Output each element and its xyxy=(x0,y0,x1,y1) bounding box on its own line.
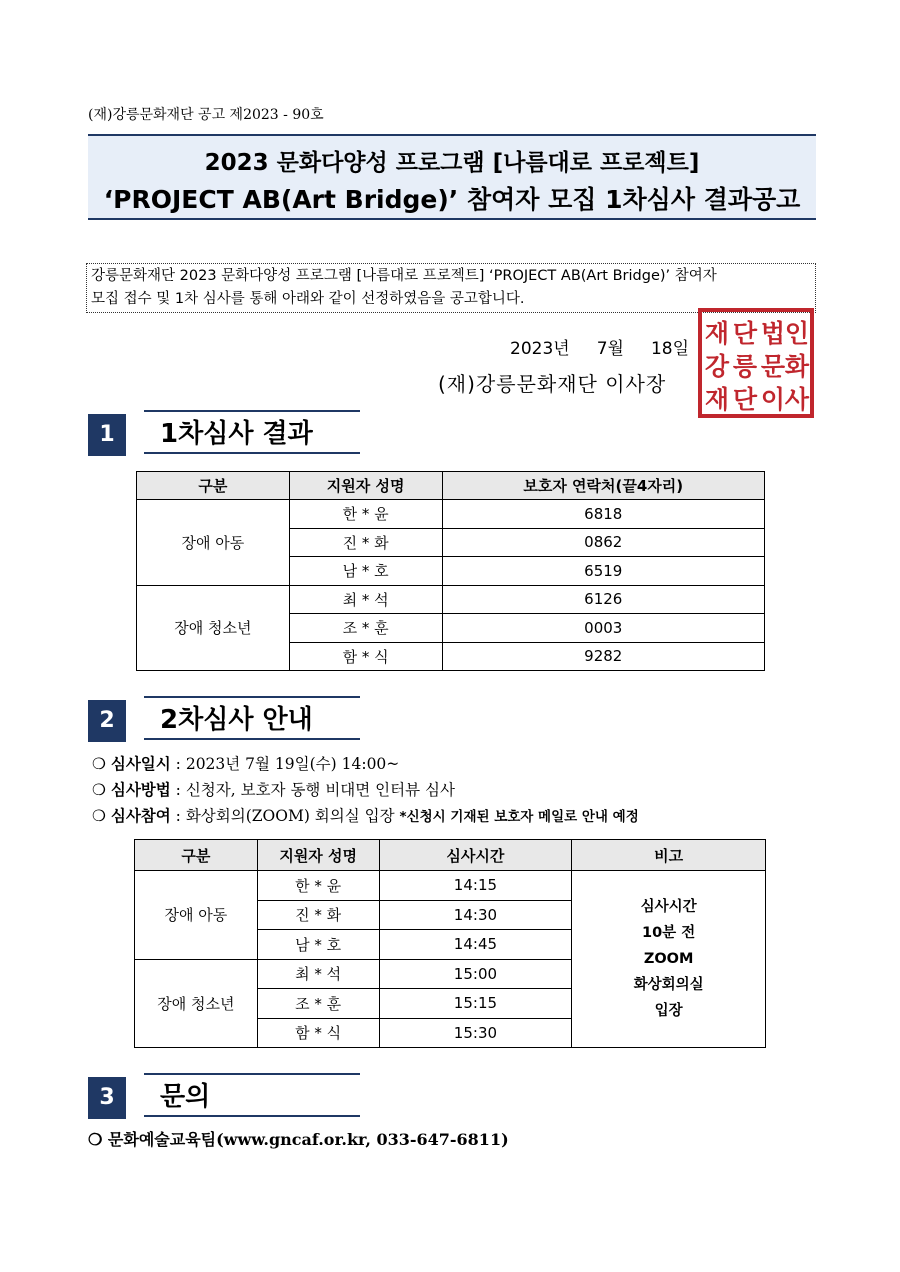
intro-box xyxy=(86,263,816,313)
remark-line: ZOOM xyxy=(643,951,694,967)
interview-time-cell: 15:15 xyxy=(379,989,572,1019)
applicant-name-cell: 함 * 식 xyxy=(257,1018,379,1048)
category-cell: 장애 아동 xyxy=(137,500,290,586)
review-info-list xyxy=(92,751,639,829)
section-2-number: 2 xyxy=(88,700,126,742)
col-header-category: 구분 xyxy=(137,472,290,500)
seal-glyph: 릉 xyxy=(732,352,758,381)
contact-info: ❍ 문화예술교육팀(www.gncaf.or.kr, 033-647-6811) xyxy=(88,1130,509,1149)
organization-name: (재)강릉문화재단 이사장 xyxy=(438,372,667,396)
table-row xyxy=(137,585,765,614)
applicant-name-cell: 한 * 윤 xyxy=(289,500,442,529)
seal-glyph: 사 xyxy=(784,385,810,414)
seal-glyph: 화 xyxy=(784,352,810,381)
interview-table xyxy=(134,839,766,1048)
applicant-name-cell: 남 * 호 xyxy=(257,930,379,960)
applicant-name-cell: 함 * 식 xyxy=(289,642,442,671)
category-cell: 장애 청소년 xyxy=(135,959,258,1048)
seal-glyph: 강 xyxy=(704,352,730,381)
title-line-2: ‘PROJECT AB(Art Bridge)’ 참여자 모집 1차심사 결과공고 xyxy=(103,185,801,214)
applicant-name-cell: 진 * 화 xyxy=(257,900,379,930)
seal-glyph: 재 xyxy=(704,385,730,414)
interview-time-cell: 15:00 xyxy=(379,959,572,989)
contact-cell: 6818 xyxy=(442,500,765,529)
participation-note: *신청시 기재된 보호자 메일로 안내 예정 xyxy=(399,809,639,825)
notice-number: (재)강릉문화재단 공고 제2023 - 90호 xyxy=(88,107,324,123)
applicant-name-cell: 조 * 훈 xyxy=(289,614,442,643)
col-header-remark: 비고 xyxy=(572,840,766,871)
interview-time-cell: 14:45 xyxy=(379,930,572,960)
seal-glyph: 단 xyxy=(732,385,758,414)
contact-cell: 6126 xyxy=(442,585,765,614)
applicant-name-cell: 진 * 화 xyxy=(289,528,442,557)
seal-glyph: 단 xyxy=(732,319,758,348)
seal-glyph: 문 xyxy=(760,352,786,381)
remark-line: 심사시간 xyxy=(640,899,697,915)
seal-glyph: 이 xyxy=(760,385,786,414)
contact-cell: 9282 xyxy=(442,642,765,671)
applicant-name-cell: 남 * 호 xyxy=(289,557,442,586)
applicant-name-cell: 한 * 윤 xyxy=(257,871,379,901)
col-header-category: 구분 xyxy=(135,840,258,871)
remark-line: 화상회의실 xyxy=(633,977,704,993)
remark-line: 입장 xyxy=(654,1003,683,1019)
col-header-time: 심사시간 xyxy=(379,840,572,871)
table-row xyxy=(137,500,765,529)
interview-time-cell: 14:15 xyxy=(379,871,572,901)
notice-date: 2023년 7월 18일 xyxy=(510,339,690,359)
title-line-1: 2023 문화다양성 프로그램 [나름대로 프로젝트] xyxy=(204,150,700,176)
section-3-number: 3 xyxy=(88,1077,126,1119)
applicant-name-cell: 최 * 석 xyxy=(257,959,379,989)
intro-line-1: 강릉문화재단 2023 문화다양성 프로그램 [나름대로 프로젝트] ‘PROJECT AB(Art Bridge)’ 참여자 xyxy=(91,268,717,284)
remark-line: 10분 전 xyxy=(642,925,696,941)
seal-glyph: 인 xyxy=(784,319,810,348)
intro-line-2: 모집 접수 및 1차 심사를 통해 아래와 같이 선정하였음을 공고합니다. xyxy=(91,291,525,307)
applicant-name-cell: 최 * 석 xyxy=(289,585,442,614)
bullet-date: ❍ 심사일시 : 2023년 7월 19일(수) 14:00~ xyxy=(92,754,400,773)
contact-cell: 6519 xyxy=(442,557,765,586)
section-2-title: 2차심사 안내 xyxy=(144,696,360,740)
result-table xyxy=(136,471,765,671)
interview-time-cell: 14:30 xyxy=(379,900,572,930)
col-header-name: 지원자 성명 xyxy=(289,472,442,500)
category-cell: 장애 아동 xyxy=(135,871,258,960)
bullet-method: ❍ 심사방법 : 신청자, 보호자 동행 비대면 인터뷰 심사 xyxy=(92,780,455,799)
table-row xyxy=(135,871,766,901)
section-3-title: 문의 xyxy=(144,1073,360,1117)
official-seal xyxy=(697,307,815,419)
section-1-title: 1차심사 결과 xyxy=(144,410,360,454)
remark-cell xyxy=(572,871,766,1048)
contact-cell: 0862 xyxy=(442,528,765,557)
title-box xyxy=(88,134,816,220)
category-cell: 장애 청소년 xyxy=(137,585,290,671)
interview-time-cell: 15:30 xyxy=(379,1018,572,1048)
section-1-number: 1 xyxy=(88,414,126,456)
bullet-participation: ❍ 심사참여 : 화상회의(ZOOM) 회의실 입장 *신청시 기재된 보호자 메일로 안내 예정 xyxy=(92,806,639,825)
seal-glyph: 법 xyxy=(760,319,786,348)
col-header-name: 지원자 성명 xyxy=(257,840,379,871)
applicant-name-cell: 조 * 훈 xyxy=(257,989,379,1019)
seal-glyph: 재 xyxy=(704,319,730,348)
col-header-contact: 보호자 연락처(끝4자리) xyxy=(442,472,765,500)
contact-cell: 0003 xyxy=(442,614,765,643)
